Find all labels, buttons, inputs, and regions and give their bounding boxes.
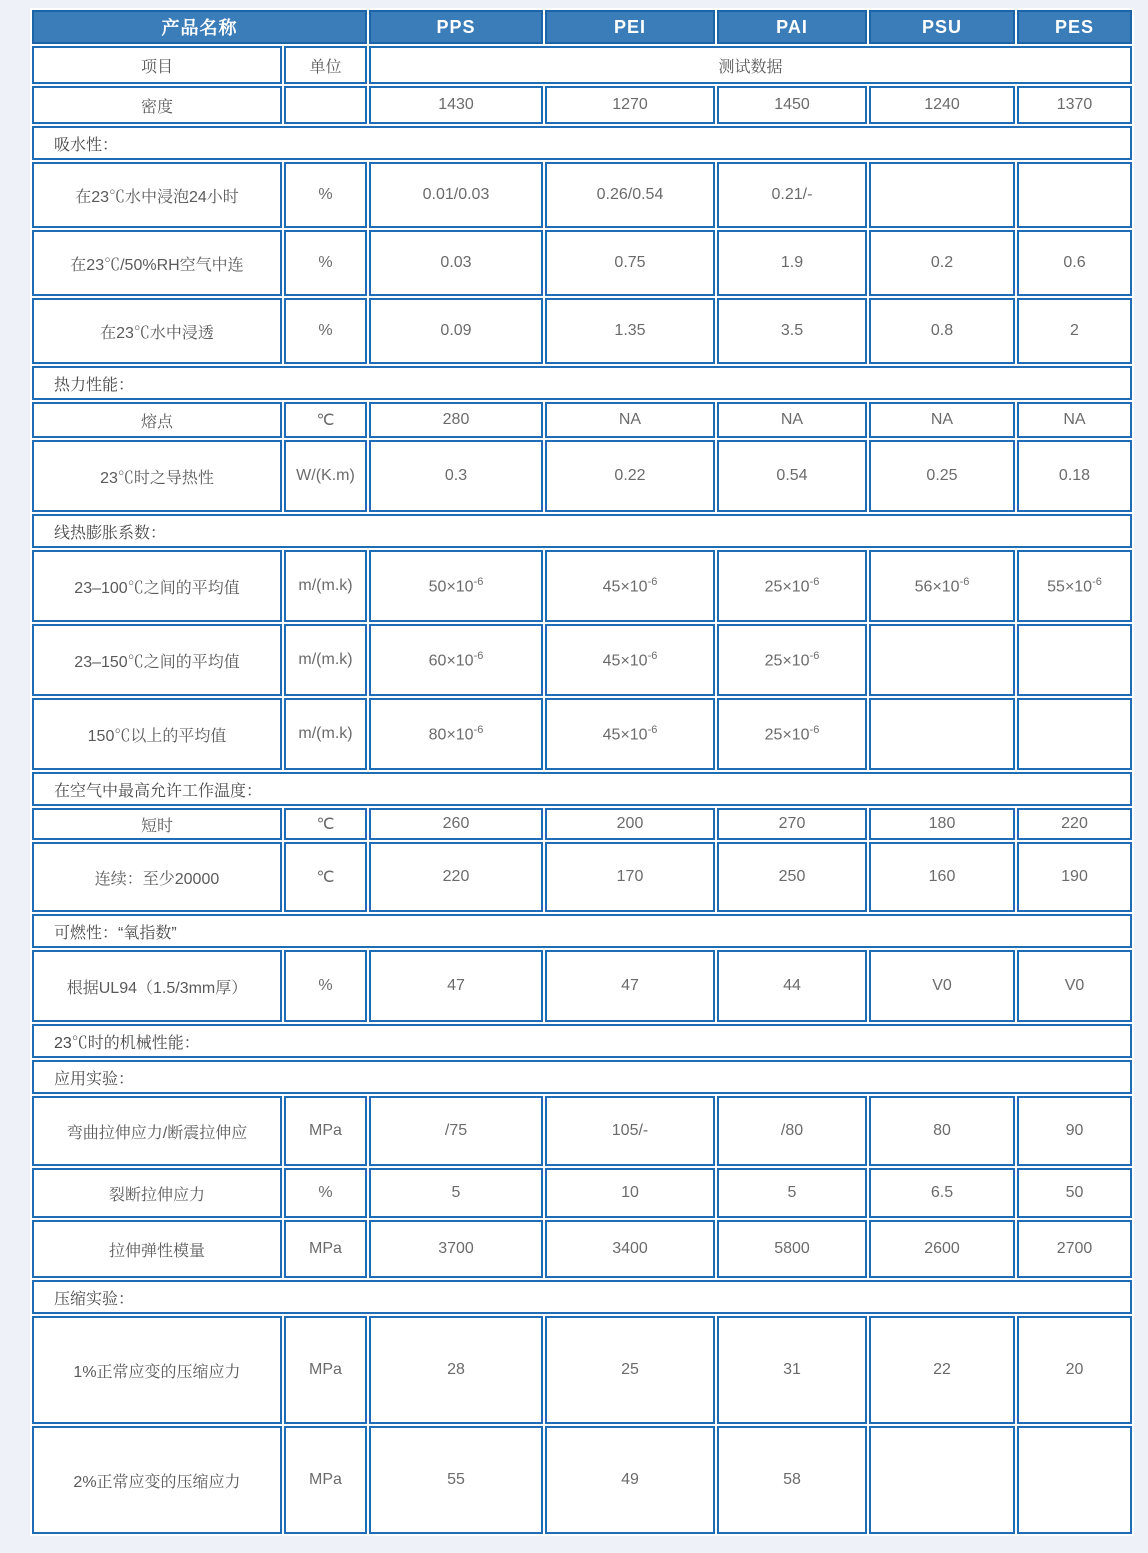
unit-cell: %: [284, 162, 367, 228]
value-base: 45×10: [602, 652, 648, 670]
value-cell: /75: [369, 1096, 543, 1166]
value-cell: [869, 162, 1015, 228]
table-row-density: [32, 86, 1132, 124]
section-row-expansion: [32, 514, 1132, 548]
unit-cell: MPa: [284, 1426, 367, 1534]
value-cell: [545, 698, 715, 770]
unit-cell: ℃: [284, 808, 367, 840]
row-label: 裂断拉伸应力: [32, 1168, 282, 1218]
value-exponent: -6: [647, 723, 658, 736]
section-row-flammability: [32, 914, 1132, 948]
unit-header: 单位: [284, 46, 367, 84]
value-cell: [717, 550, 867, 622]
row-label: 短时: [32, 808, 282, 840]
value-cell: 280: [369, 402, 543, 438]
value-base: 56×10: [914, 578, 960, 596]
value-cell: 31: [717, 1316, 867, 1424]
value-cell: 0.54: [717, 440, 867, 512]
value-base: 45×10: [602, 578, 648, 596]
product-name-header: 产品名称: [32, 10, 367, 44]
table-row: [32, 1220, 1132, 1278]
value-base: 60×10: [428, 652, 474, 670]
value-cell: [717, 624, 867, 696]
row-label: 根据UL94（1.5/3mm厚）: [32, 950, 282, 1022]
value-cell: 47: [545, 950, 715, 1022]
value-cell: 25: [545, 1316, 715, 1424]
product-column-header-pes: PES: [1017, 10, 1132, 44]
table-row: [32, 402, 1132, 438]
section-title: 线热膨胀系数：: [32, 514, 1132, 548]
unit-cell: m/(m.k): [284, 698, 367, 770]
value-cell: 0.01/0.03: [369, 162, 543, 228]
value-exponent: -6: [647, 575, 658, 588]
product-column-header-pei: PEI: [545, 10, 715, 44]
value-base: 55×10: [1047, 578, 1093, 596]
row-label: 在23℃/50%RH空气中连: [32, 230, 282, 296]
unit-cell: %: [284, 950, 367, 1022]
product-column-header-psu: PSU: [869, 10, 1015, 44]
value-cell: [869, 550, 1015, 622]
value-cell: /80: [717, 1096, 867, 1166]
value-cell: 0.2: [869, 230, 1015, 296]
value-cell: 1240: [869, 86, 1015, 124]
value-cell: 1370: [1017, 86, 1132, 124]
value-cell: 2700: [1017, 1220, 1132, 1278]
table-row: [32, 842, 1132, 912]
row-label: 连续：至少20000: [32, 842, 282, 912]
value-cell: 170: [545, 842, 715, 912]
value-cell: 0.3: [369, 440, 543, 512]
value-cell: 5: [717, 1168, 867, 1218]
row-label: 弯曲拉伸应力/断震拉伸应: [32, 1096, 282, 1166]
value-cell: 55: [369, 1426, 543, 1534]
section-title: 23℃时的机械性能：: [32, 1024, 1132, 1058]
value-cell: [717, 698, 867, 770]
table-header-row: [32, 10, 1132, 44]
value-exponent: -6: [473, 723, 484, 736]
row-label: 23–100℃之间的平均值: [32, 550, 282, 622]
unit-cell: ℃: [284, 842, 367, 912]
row-label: 2%正常应变的压缩应力: [32, 1426, 282, 1534]
table-row: [32, 808, 1132, 840]
table-row: [32, 440, 1132, 512]
row-label: 1%正常应变的压缩应力: [32, 1316, 282, 1424]
section-row-max-temp: [32, 772, 1132, 806]
value-cell: 0.18: [1017, 440, 1132, 512]
section-row-application-test: [32, 1060, 1132, 1094]
value-cell: 3700: [369, 1220, 543, 1278]
value-base: 25×10: [764, 652, 810, 670]
unit-cell: [284, 86, 367, 124]
value-cell: 44: [717, 950, 867, 1022]
value-base: 25×10: [764, 578, 810, 596]
value-cell: 180: [869, 808, 1015, 840]
value-cell: NA: [869, 402, 1015, 438]
value-cell: [545, 624, 715, 696]
value-cell: 20: [1017, 1316, 1132, 1424]
value-cell: 260: [369, 808, 543, 840]
table-subheader-row: [32, 46, 1132, 84]
unit-cell: %: [284, 1168, 367, 1218]
value-cell: 1.9: [717, 230, 867, 296]
value-cell: 0.25: [869, 440, 1015, 512]
value-cell: 220: [369, 842, 543, 912]
value-cell: 220: [1017, 808, 1132, 840]
unit-cell: m/(m.k): [284, 550, 367, 622]
row-label: 150℃以上的平均值: [32, 698, 282, 770]
value-cell: 90: [1017, 1096, 1132, 1166]
value-cell: 49: [545, 1426, 715, 1534]
value-cell: 47: [369, 950, 543, 1022]
value-cell: 6.5: [869, 1168, 1015, 1218]
value-cell: 22: [869, 1316, 1015, 1424]
value-cell: [1017, 698, 1132, 770]
value-cell: 58: [717, 1426, 867, 1534]
table-row: [32, 162, 1132, 228]
value-cell: 10: [545, 1168, 715, 1218]
row-label: 23℃时之导热性: [32, 440, 282, 512]
value-cell: [545, 550, 715, 622]
table-row: [32, 298, 1132, 364]
product-column-header-pps: PPS: [369, 10, 543, 44]
value-cell: 190: [1017, 842, 1132, 912]
table-row: [32, 1168, 1132, 1218]
value-cell: 105/-: [545, 1096, 715, 1166]
row-label: 23–150℃之间的平均值: [32, 624, 282, 696]
value-cell: NA: [1017, 402, 1132, 438]
value-cell: 80: [869, 1096, 1015, 1166]
value-cell: 5: [369, 1168, 543, 1218]
section-row-compression-test: [32, 1280, 1132, 1314]
section-row-mechanical: [32, 1024, 1132, 1058]
unit-cell: MPa: [284, 1220, 367, 1278]
value-cell: 1.35: [545, 298, 715, 364]
table-row: [32, 698, 1132, 770]
value-exponent: -6: [647, 649, 658, 662]
value-cell: [1017, 624, 1132, 696]
value-cell: NA: [717, 402, 867, 438]
table-row: [32, 624, 1132, 696]
value-cell: 28: [369, 1316, 543, 1424]
table-row: [32, 1426, 1132, 1534]
value-cell: [369, 698, 543, 770]
value-cell: [369, 624, 543, 696]
value-cell: 50: [1017, 1168, 1132, 1218]
value-cell: [869, 624, 1015, 696]
value-base: 25×10: [764, 726, 810, 744]
value-cell: 0.22: [545, 440, 715, 512]
unit-cell: m/(m.k): [284, 624, 367, 696]
unit-cell: MPa: [284, 1316, 367, 1424]
unit-cell: %: [284, 298, 367, 364]
table-row: [32, 230, 1132, 296]
value-exponent: -6: [1092, 575, 1102, 588]
value-cell: [369, 550, 543, 622]
value-cell: V0: [1017, 950, 1132, 1022]
value-cell: 200: [545, 808, 715, 840]
row-label: 在23℃水中浸泡24小时: [32, 162, 282, 228]
value-base: 45×10: [602, 726, 648, 744]
properties-table: [30, 8, 1134, 1536]
value-cell: 0.09: [369, 298, 543, 364]
table-row: [32, 1096, 1132, 1166]
value-cell: [1017, 1426, 1132, 1534]
value-cell: 270: [717, 808, 867, 840]
value-cell: 250: [717, 842, 867, 912]
unit-cell: W/(K.m): [284, 440, 367, 512]
value-exponent: -6: [473, 649, 484, 662]
value-exponent: -6: [809, 649, 820, 662]
section-title: 吸水性：: [32, 126, 1132, 160]
section-title: 可燃性：“氧指数”: [32, 914, 1132, 948]
value-cell: 3.5: [717, 298, 867, 364]
value-cell: 1450: [717, 86, 867, 124]
value-base: 50×10: [428, 578, 474, 596]
row-label: 密度: [32, 86, 282, 124]
test-data-header: 测试数据: [369, 46, 1132, 84]
unit-cell: ℃: [284, 402, 367, 438]
row-label: 在23℃水中浸透: [32, 298, 282, 364]
value-cell: 5800: [717, 1220, 867, 1278]
row-label: 拉伸弹性模量: [32, 1220, 282, 1278]
unit-cell: %: [284, 230, 367, 296]
value-cell: [1017, 550, 1132, 622]
value-cell: [1017, 162, 1132, 228]
value-exponent: -6: [809, 575, 820, 588]
value-base: 80×10: [428, 726, 474, 744]
value-cell: 1270: [545, 86, 715, 124]
unit-cell: MPa: [284, 1096, 367, 1166]
value-cell: V0: [869, 950, 1015, 1022]
section-row-thermal: [32, 366, 1132, 400]
value-cell: [869, 698, 1015, 770]
section-title: 压缩实验：: [32, 1280, 1132, 1314]
value-exponent: -6: [473, 575, 484, 588]
section-title: 热力性能：: [32, 366, 1132, 400]
table-row: [32, 950, 1132, 1022]
section-title: 在空气中最高允许工作温度：: [32, 772, 1132, 806]
value-cell: 0.75: [545, 230, 715, 296]
value-exponent: -6: [959, 575, 970, 588]
item-header: 项目: [32, 46, 282, 84]
value-cell: 0.26/0.54: [545, 162, 715, 228]
value-cell: 3400: [545, 1220, 715, 1278]
section-title: 应用实验：: [32, 1060, 1132, 1094]
value-cell: [869, 1426, 1015, 1534]
table-row: [32, 550, 1132, 622]
value-cell: 0.21/-: [717, 162, 867, 228]
value-cell: 2600: [869, 1220, 1015, 1278]
row-label: 熔点: [32, 402, 282, 438]
product-column-header-pai: PAI: [717, 10, 867, 44]
value-cell: 0.8: [869, 298, 1015, 364]
value-cell: 160: [869, 842, 1015, 912]
value-cell: NA: [545, 402, 715, 438]
section-row-water-absorption: [32, 126, 1132, 160]
value-exponent: -6: [809, 723, 820, 736]
value-cell: 0.6: [1017, 230, 1132, 296]
table-row: [32, 1316, 1132, 1424]
value-cell: 1430: [369, 86, 543, 124]
value-cell: 0.03: [369, 230, 543, 296]
value-cell: 2: [1017, 298, 1132, 364]
